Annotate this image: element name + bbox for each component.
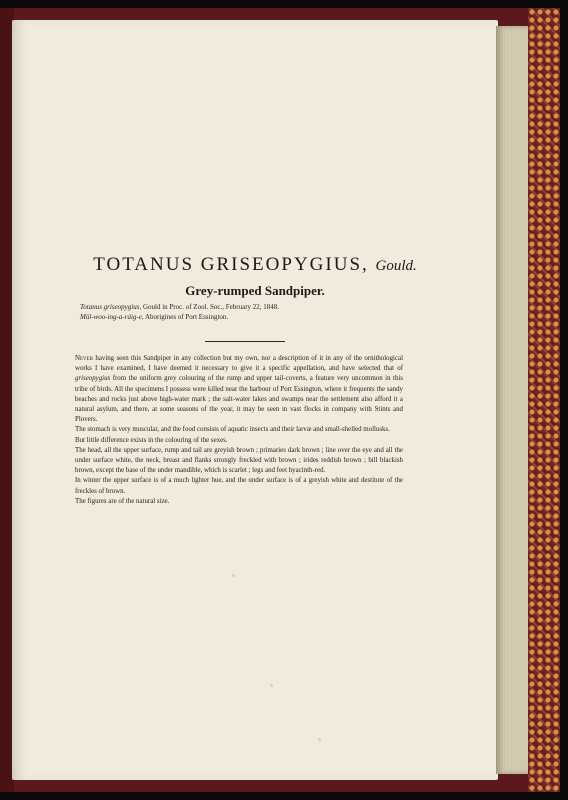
title-block — [12, 254, 498, 299]
marbled-cover-edge — [528, 8, 560, 792]
paragraph: The figures are of the natural size. — [75, 497, 170, 505]
paragraph: The head, all the upper surface, rump and tail are greyish brown ; primaries dark brown ; line over the eye and all the under surface white, the neck, breast and flanks strongly freckled with brown ; irides reddish brown ; bill blackish brown, except the base of the under mandible, which is scarlet ; legs and feet hyacinth-red. — [75, 446, 403, 475]
species-title — [12, 254, 498, 276]
paper-foxing-spot — [232, 574, 235, 577]
reference-italic: Mül-woo-ing-a-ráig-e, — [80, 313, 144, 321]
latin-name: TOTANUS GRISEOPYGIUS, — [93, 254, 369, 275]
synonymy-references — [80, 302, 440, 322]
author-name: Gould. — [375, 258, 417, 274]
page-fore-edge — [496, 26, 528, 774]
reference-italic: Totanus griseopygius, — [80, 303, 142, 311]
reference-line — [80, 302, 440, 312]
paper-foxing-spot — [270, 684, 273, 687]
paper-foxing-spot — [318, 738, 321, 741]
italic-term: griseopygius — [75, 375, 111, 383]
paragraph-text: from the uniform grey colouring of the rump and upper tail-coverts, a feature very uncommon in this tribe of birds. All the specimens I possess were killed near the harbour of Port Essington, where it frequents the sandy beaches and rocks just above high-water mark ; the salt-water lakes and swamps near the settlement also afford it a natural asylum, and there, at some seasons of the year, it may be seen in vast flocks in company with Stints and Plovers. — [75, 375, 403, 424]
common-name: Grey-rumped Sandpiper. — [185, 283, 325, 298]
reference-text: Gould in Proc. of Zool. Soc., February 22, 1848. — [142, 303, 280, 311]
paragraph: In winter the upper surface is of a much lighter hue, and the under surface is of a greyish white and destitute of the freckles of brown. — [75, 477, 403, 495]
body-text — [75, 354, 403, 507]
paragraph: But little difference exists in the colouring of the sexes. — [75, 436, 228, 444]
paragraph: The stomach is very muscular, and the food consists of aquatic insects and their larvæ and small-shelled mollusks. — [75, 426, 390, 434]
paragraph-text: having seen this Sandpiper in any collection but my own, nor a description of it in any of the ornithological works I have examined, I have deemed it necessary to give it a specific appellation, and have selected that of — [75, 355, 403, 373]
paragraph — [75, 354, 403, 425]
reference-line — [80, 312, 440, 322]
section-divider — [205, 341, 285, 342]
drop-word: Never — [75, 355, 94, 362]
reference-text: Aborigines of Port Essington. — [144, 313, 229, 321]
